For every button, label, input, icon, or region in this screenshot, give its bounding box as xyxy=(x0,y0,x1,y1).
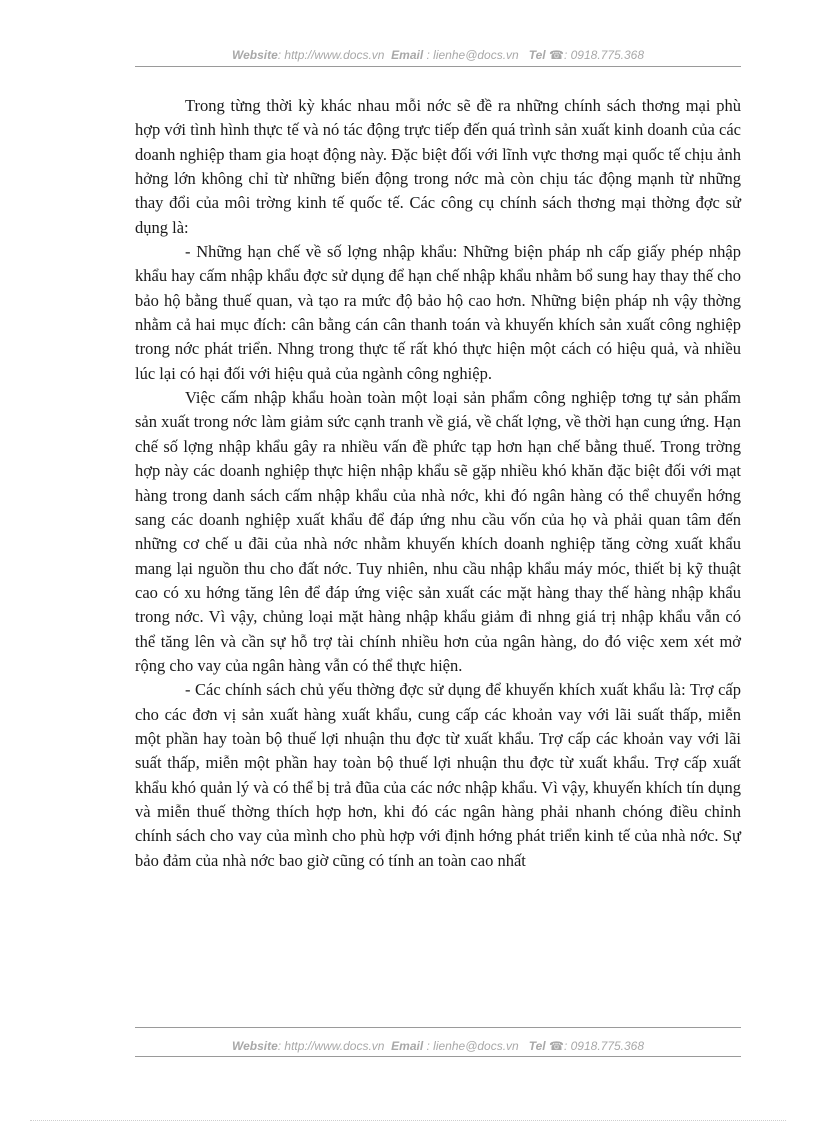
header-divider xyxy=(135,66,741,67)
footer-email-label: Email xyxy=(391,1039,424,1053)
paragraph: - Các chính sách chủ yếu thờng đợc sử dụng để khuyến khích xuất khẩu là: Trợ cấp cho các đơn vị sản xuất hàng xuất khẩu, cung cấp các khoản vay với lãi suất thấp, miễn một phần hay toàn bộ thuế lợi nhuận thu đợc từ xuất khẩu. Trợ cấp các khoản vay với lãi suất thấp, miễn một phần hay toàn bộ thuế lợi nhuận thu đợc từ xuất khẩu. Trợ cấp xuất khẩu khó quản lý và có thể bị trả đũa của các nớc nhập khẩu. Vì vậy, khuyến khích tín dụng và miễn thuế thờng thích hợp hơn, khi đó các ngân hàng phải nhanh chóng điều chỉnh chính sách cho vay của mình cho phù hợp với định hớng phát triển kinh tế của nhà nớc. Sự bảo đảm của nhà nớc bao giờ cũng có tính an toàn cao nhất xyxy=(135,680,741,870)
header-tel-label: Tel xyxy=(528,48,546,62)
footer-divider-top xyxy=(135,1027,741,1028)
footer-tel-label: Tel xyxy=(528,1039,546,1053)
paragraph: Việc cấm nhập khẩu hoàn toàn một loại sản phẩm công nghiệp tơng tự sản phẩm sản xuất trong nớc làm giảm sức cạnh tranh về giá, về chất lợng, về thời hạn cung ứng. Hạn chế số lợng nhập khẩu gây ra nhiều vấn đề phức tạp hơn hạn chế bằng thuế. Trong trờng hợp này các doanh nghiệp thực hiện nhập khẩu sẽ gặp nhiều khó khăn đặc biệt đối với mạt hàng trong danh sách cấm nhập khẩu của nhà nớc, khi đó ngân hàng có thể chuyển hớng sang các doanh nghiệp xuất khẩu để đáp ứng nhu cầu vốn của họ và phải quan tâm đến những cơ chế u đãi của nhà nớc nhằm khuyến khích doanh nghiệp tăng cờng xuất khẩu mang lại nguồn thu cho đất nớc. Tuy nhiên, nhu cầu nhập khẩu máy móc, thiết bị kỹ thuật cao có xu hớng tăng lên để đáp ứng việc sản xuất các mặt hàng thay thế hàng nhập khẩu trong nớc. Vì vậy, chủng loại mặt hàng nhập khẩu giảm đi nhng giá trị nhập khẩu vẫn có thể tăng lên và cần sự hỗ trợ tài chính nhiều hơn của ngân hàng, do đó việc xem xét mở rộng cho vay của ngân hàng vẫn có thể thực hiện. xyxy=(135,388,741,675)
footer-email-link[interactable]: : lienhe@docs.vn xyxy=(426,1039,519,1053)
paragraph: - Những hạn chế về số lợng nhập khẩu: Những biện pháp nh cấp giấy phép nhập khẩu hay cấm nhập khẩu đợc sử dụng để hạn chế nhập khẩu nhằm bổ sung hay thay thế cho bảo hộ bằng thuế quan, và tạo ra mức độ bảo hộ cao hơn. Những biện pháp nh vậy thờng nhằm cả hai mục đích: cân bằng cán cân thanh toán và khuyến khích sản xuất công nghiệp trong nớc phát triển. Nhng trong thực tế rất khó thực hiện một cách có hiệu quả, và nhiều lúc lại có hại đối với hiệu quả của ngành công nghiệp. xyxy=(135,242,741,383)
header-email-label: Email xyxy=(391,48,424,62)
footer-divider-bottom xyxy=(135,1056,741,1057)
header-website-link[interactable]: : http://www.docs.vn xyxy=(277,48,385,62)
phone-icon: ☎ xyxy=(549,1039,564,1053)
header-tel-value: : 0918.775.368 xyxy=(563,48,645,62)
paragraph: Trong từng thời kỳ khác nhau mỗi nớc sẽ đề ra những chính sách thơng mại phù hợp với tình hình thực tế và nó tác động trực tiếp đến quá trình sản xuất kinh doanh của các doanh nghiệp tham gia hoạt động này. Đặc biệt đối với lĩnh vực thơng mại quốc tế chịu ảnh hởng lớn không chỉ từ những biến động trong nớc mà còn chịu tác động mạnh từ những thay đổi của môi trờng kinh tế quốc tế. Các công cụ chính sách thơng mại thờng đợc sử dụng là: xyxy=(135,96,741,237)
page-edge-divider xyxy=(30,1120,786,1121)
header-email-link[interactable]: : lienhe@docs.vn xyxy=(426,48,519,62)
page-header xyxy=(135,48,741,62)
document-body xyxy=(135,94,741,873)
phone-icon: ☎ xyxy=(549,48,564,62)
page-footer xyxy=(135,1039,741,1053)
header-website-label: Website xyxy=(231,48,278,62)
footer-tel-value: : 0918.775.368 xyxy=(563,1039,645,1053)
footer-website-link[interactable]: : http://www.docs.vn xyxy=(277,1039,385,1053)
footer-website-label: Website xyxy=(231,1039,278,1053)
